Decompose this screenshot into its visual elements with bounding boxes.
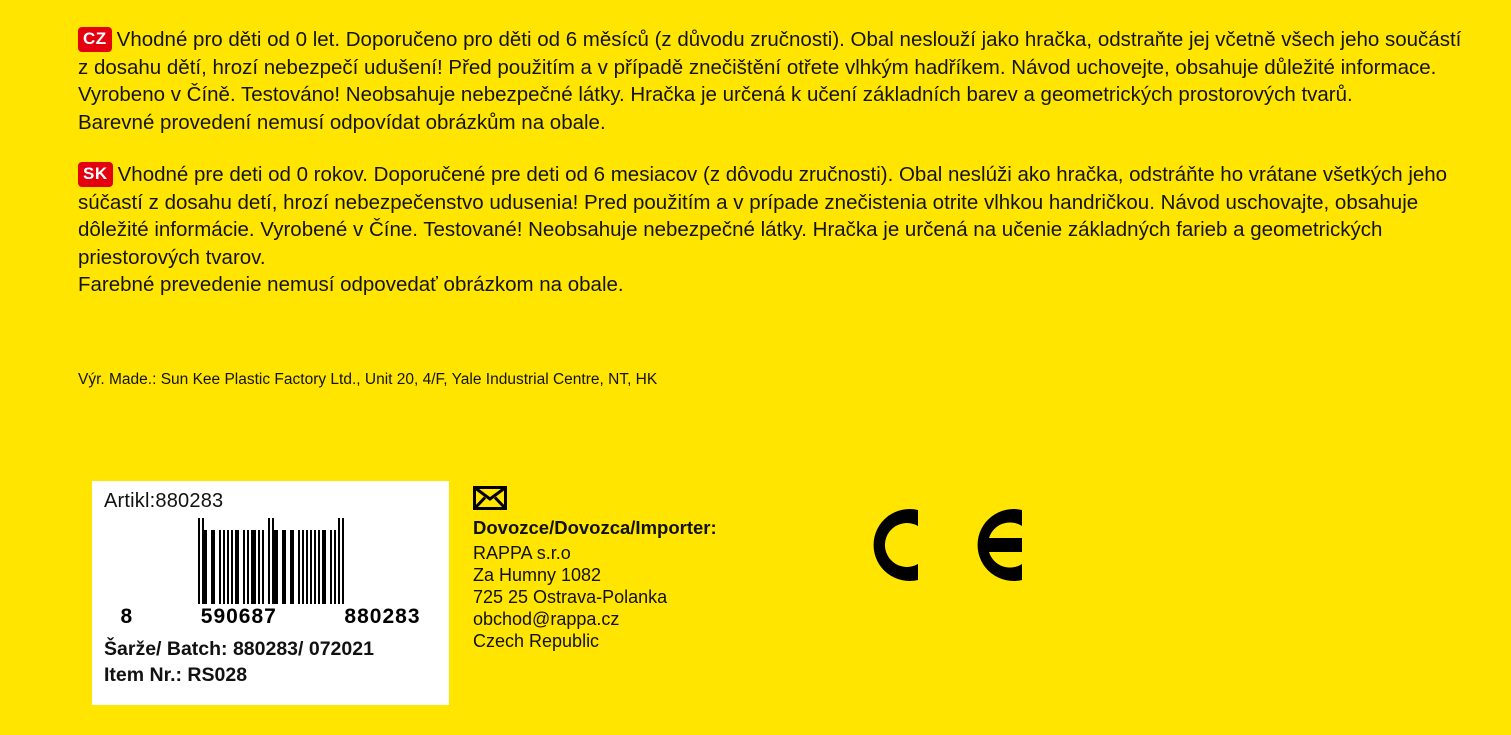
importer-address-line: RAPPA s.r.o [473,543,571,563]
barcode-digit-group-3: 880283 [344,605,421,628]
warning-block-sk [78,161,1468,299]
importer-title: Dovozce/Dovozca/Importer: [473,517,717,538]
barcode-digit-group-1: 8 [120,605,134,628]
item-number-line: Item Nr.: RS028 [104,664,248,686]
ce-mark-icon [852,500,1032,590]
batch-line: Šarže/ Batch: 880283/ 072021 [104,638,374,660]
importer-address-line: 725 25 Ostrava-Polanka [473,587,668,607]
envelope-icon [473,486,507,510]
barcode-digits [121,605,421,629]
importer-block [473,486,793,652]
warning-block-cz [78,26,1468,136]
article-number-row [104,488,437,514]
warning-tail-cz: Barevné provedení nemusí odpovídat obrázkům na obale. [78,110,606,134]
warning-text-sk: Vhodné pre deti od 0 rokov. Doporučené pre deti od 6 mesiacov (z dôvodu zručnosti). Obal neslúži ako hračka, odstráňte ho vrátane všetkých jeho súčastí z dosahu detí, hrozí nebezpečenstvo udusenia! Pred použitím a v prípade znečistenia otrite vlhkou handričkou. Návod uschovajte, obsahuje dôležité informácie. Vyrobené v Číne. Testované! Neobsahuje nebezpečné látky. Hračka je určená na učenie základných farieb a geometrických priestorových tvarov. [78,163,1448,269]
warning-tail-sk: Farebné prevedenie nemusí odpovedať obrázkom na obale. [78,273,624,296]
importer-address-line: Czech Republic [473,631,600,651]
warnings-section [78,26,1468,299]
importer-address-line: Za Humny 1082 [473,565,602,585]
importer-address [473,542,793,652]
article-label: Artikl: [104,490,156,512]
barcode-digit-group-2: 590687 [200,605,277,628]
article-value: 880283 [155,490,224,512]
barcode-card [92,481,449,705]
language-badge-sk: SK [78,162,113,187]
warning-text-cz: Vhodné pro děti od 0 let. Doporučeno pro děti od 6 měsíců (z důvodu zručnosti). Obal neslouží jako hračka, odstraňte jej včetně všech jeho součástí z dosahu dětí, hrozí nebezpečí udušení! Před použitím a v případě znečištění otřete vlhkým hadříkem. Návod uchovejte, obsahuje důležité informace. Vyrobeno v Číně. Testováno! Neobsahuje nebezpečné látky. Hračka je určená k učení základních barev a geometrických prostorových tvarů. [78,28,1462,106]
barcode-image [116,518,426,604]
language-badge-cz: CZ [78,27,112,52]
barcode-bars [198,518,344,604]
manufacturer-line: Výr. Made.: Sun Kee Plastic Factory Ltd., Unit 20, 4/F, Yale Industrial Centre, NT, HK [78,371,658,388]
importer-email: obchod@rappa.cz [473,609,620,629]
